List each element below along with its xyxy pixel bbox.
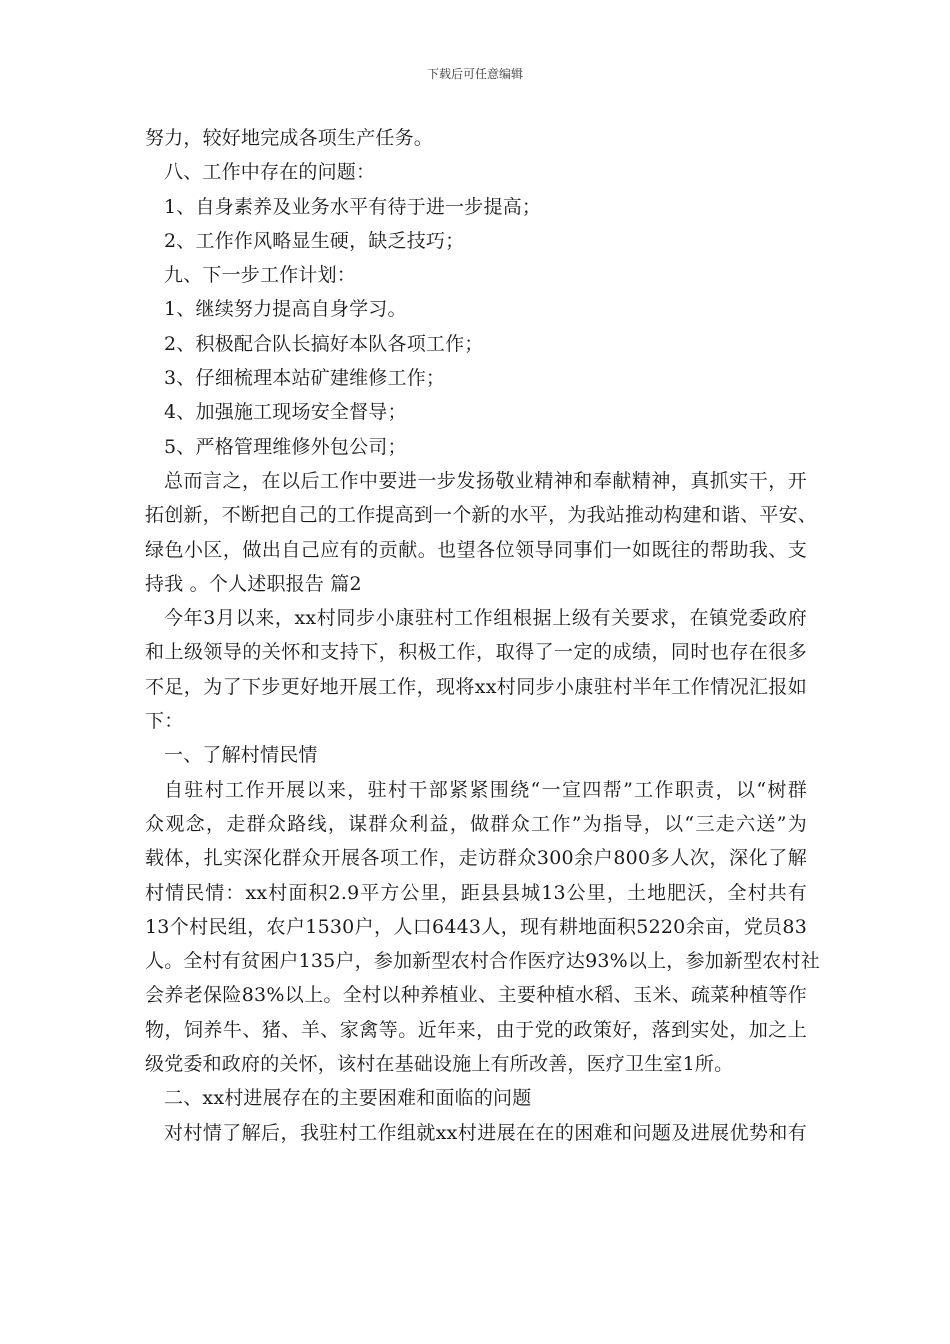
text-line: 八、工作中存在的问题： <box>164 161 376 184</box>
text-line: 自驻村工作开展以来，驻村干部紧紧围绕“一宣四帮”工作职责，以“树群 <box>164 778 807 801</box>
text-line: 今年3月以来，xx村同步小康驻村工作组根据上级有关要求，在镇党委政府 <box>164 607 807 630</box>
text-line: 村情民情：xx村面积2.9平方公里，距县县城13公里，土地肥沃，全村共有 <box>145 881 807 904</box>
text-line: 13个村民组，农户1530户，人口6443人，现有耕地面积5220余亩，党员83 <box>145 915 807 938</box>
text-line: 2、积极配合队长搞好本队各项工作； <box>164 332 484 355</box>
text-line: 会养老保险83%以上。全村以种养植业、主要种植水稻、玉米、疏菜种植等作 <box>145 984 807 1007</box>
text-line: 对村情了解后，我驻村工作组就xx村进展在在的困难和问题及进展优势和有 <box>164 1121 807 1144</box>
text-line: 4、加强施工现场安全督导； <box>164 401 407 424</box>
text-line: 2、工作作风略显生硬，缺乏技巧； <box>164 229 465 252</box>
text-line: 一、了解村情民情 <box>164 744 318 767</box>
text-line: 级党委和政府的关怀，该村在基础设施上有所改善，医疗卫生室1所。 <box>145 1053 734 1076</box>
text-line: 持我 。个人述职报告 篇2 <box>145 572 362 595</box>
text-line: 二、xx村进展存在的主要困难和面临的问题 <box>164 1087 532 1110</box>
text-line: 众观念，走群众路线，谋群众利益，做群众工作”为指导，以“三走六送”为 <box>145 812 807 835</box>
text-line: 绿色小区，做出自己应有的贡献。也望各位领导同事们一如既往的帮助我、支 <box>145 538 807 561</box>
text-line: 总而言之，在以后工作中要进一步发扬敬业精神和奉献精神，真抓实干，开 <box>164 469 807 492</box>
text-line: 3、仔细梳理本站矿建维修工作； <box>164 367 446 390</box>
text-line: 载体，扎实深化群众开展各项工作，走访群众300余户800多人次，深化了解 <box>145 847 807 870</box>
text-line: 拓创新，不断把自己的工作提高到一个新的水平，为我站推动构建和谐、平安、 <box>145 504 818 527</box>
text-line: 人。全村有贫困户135户，参加新型农村合作医疗达93%以上，参加新型农村社 <box>145 950 820 973</box>
text-line: 1、继续努力提高自身学习。 <box>164 298 407 321</box>
text-line: 1、自身素养及业务水平有待于进一步提高； <box>164 195 542 218</box>
text-line: 5、严格管理维修外包公司； <box>164 435 407 458</box>
text-line: 和上级领导的关怀和支持下，积极工作，取得了一定的成绩，同时也存在很多 <box>145 641 807 664</box>
download-note: 下载后可任意编辑 <box>426 67 523 81</box>
text-line: 物，饲养牛、猪、羊、家禽等。近年来，由于党的政策好，落到实处，加之上 <box>145 1018 807 1041</box>
text-line: 不足，为了下步更好地开展工作，现将xx村同步小康驻村半年工作情况汇报如 <box>145 675 807 698</box>
document-body <box>145 121 820 1150</box>
text-line: 下： <box>145 710 184 733</box>
text-line: 努力，较好地完成各项生产任务。 <box>145 127 434 149</box>
text-line: 九、下一步工作计划： <box>164 264 357 287</box>
